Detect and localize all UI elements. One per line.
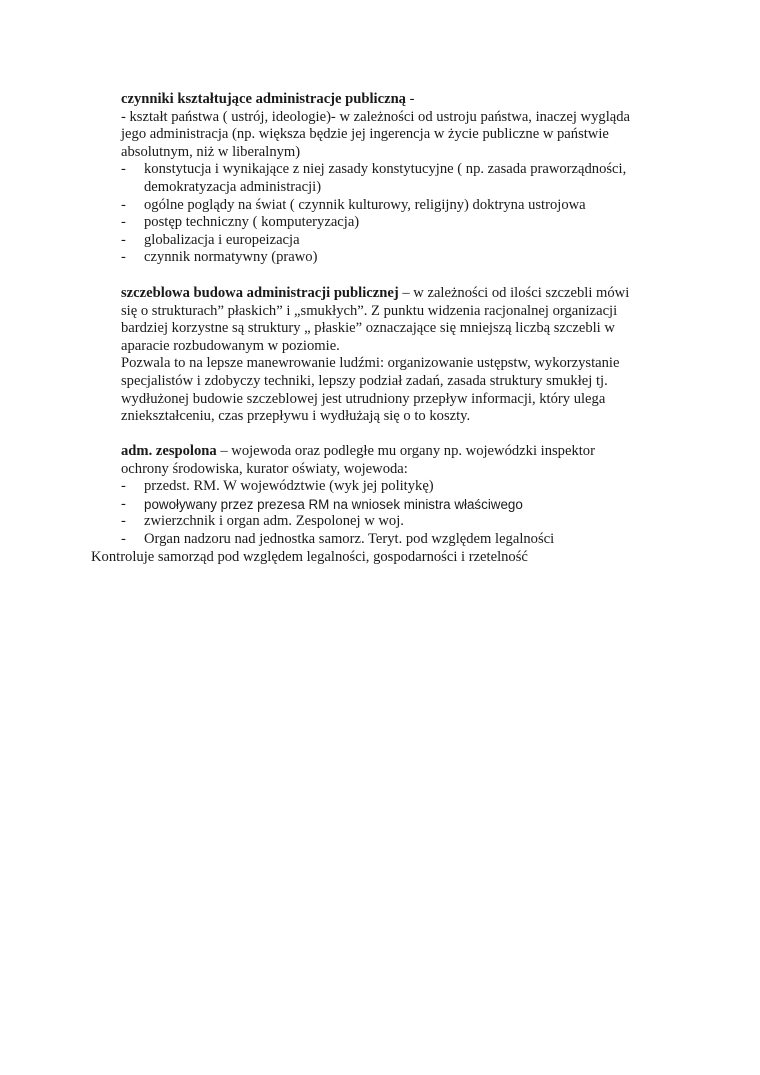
list-item-text: globalizacja i europeizacja [144,231,300,248]
list-item [121,197,681,215]
list-item-text: postęp techniczny ( komputeryzacja) [144,214,360,231]
hierarchy-line: się o strukturach” płaskich” i „smukłych”. Z punktu widzenia racjonalnej organizacji [121,302,618,319]
hierarchy-line: wydłużonej budowie szczeblowej jest utrudniony przepływ informacji, który ulega [121,390,606,407]
list-item [121,478,681,496]
list-item [121,161,681,196]
combined-list [121,478,681,548]
list-item [121,249,681,267]
hierarchy-heading: szczeblowa budowa administracji publicznej [121,285,399,301]
list-item [121,531,681,549]
closing-line: Kontroluje samorząd pod względem legalności, gospodarności i rzetelność [91,549,528,565]
hierarchy-first-line [121,285,681,303]
dash-bullet: - [121,530,126,547]
dash-bullet: - [121,231,126,248]
list-item-text: powoływany przez prezesa RM na wniosek ministra właściwego [144,496,523,512]
factors-heading-line [121,91,681,109]
list-item-text: zwierzchnik i organ adm. Zespolonej w woj. [144,513,404,530]
list-item [121,232,681,250]
factors-heading: czynniki kształtujące administracje publiczną [121,91,406,107]
combined-first-line-rest: – wojewoda oraz podległe mu organy np. wojewódzki inspektor [216,443,595,459]
dash-bullet: - [121,161,126,178]
hierarchy-line: specjalistów i zdobyczy techniki, lepszy podział zadań, zasada struktury smukłej tj. [121,372,608,389]
list-item [121,513,681,531]
factors-intro-line: - kształt państwa ( ustrój, ideologie)- w zależności od ustroju państwa, inaczej wygląda [121,108,630,125]
dash-bullet: - [121,214,126,231]
hierarchy-line: Pozwala to na lepsze manewrowanie ludźmi: organizowanie ustępstw, wykorzystanie [121,355,620,372]
list-item-text: czynnik normatywny (prawo) [144,249,318,266]
hierarchy-line: zniekształceniu, czas przepływu i wydłużają się o to koszty. [121,408,471,425]
combined-second-line: ochrony środowiska, kurator oświaty, wojewoda: [121,460,408,477]
list-item-text: ogólne poglądy na świat ( czynnik kulturowy, religijny) doktryna ustrojowa [144,196,586,213]
section-hierarchy [121,285,681,426]
combined-first-line [121,443,681,461]
list-item [121,496,681,514]
dash-bullet: - [121,495,126,512]
combined-heading: adm. zespolona [121,443,217,459]
hierarchy-line: aparacie rozbudowanym w poziomie. [121,337,340,354]
section-combined-admin [121,443,681,549]
list-item-text: demokratyzacja administracji) [144,178,322,195]
factors-list [121,161,681,267]
dash-bullet: - [121,513,126,530]
hierarchy-first-line-rest: – w zależności od ilości szczebli mówi [398,285,630,301]
dash-bullet: - [121,196,126,213]
hierarchy-line: bardziej korzystne są struktury „ płaskie” oznaczające się mniejszą liczbą szczebli w [121,320,615,337]
dash-bullet: - [121,249,126,266]
dash-bullet: - [121,478,126,495]
factors-intro-line: absolutnym, niż w liberalnym) [121,143,301,160]
list-item-text: Organ nadzoru nad jednostka samorz. Teryt. pod względem legalności [144,530,555,547]
section-factors [121,91,681,267]
factors-intro-line: jego administracja (np. większa będzie jej ingerencja w życie publiczne w państwie [121,126,609,143]
list-item [121,214,681,232]
factors-heading-suffix: - [405,91,415,107]
list-item-text: konstytucja i wynikające z niej zasady konstytucyjne ( np. zasada praworządności, [144,161,627,178]
list-item-text: przedst. RM. W województwie (wyk jej politykę) [144,478,434,495]
